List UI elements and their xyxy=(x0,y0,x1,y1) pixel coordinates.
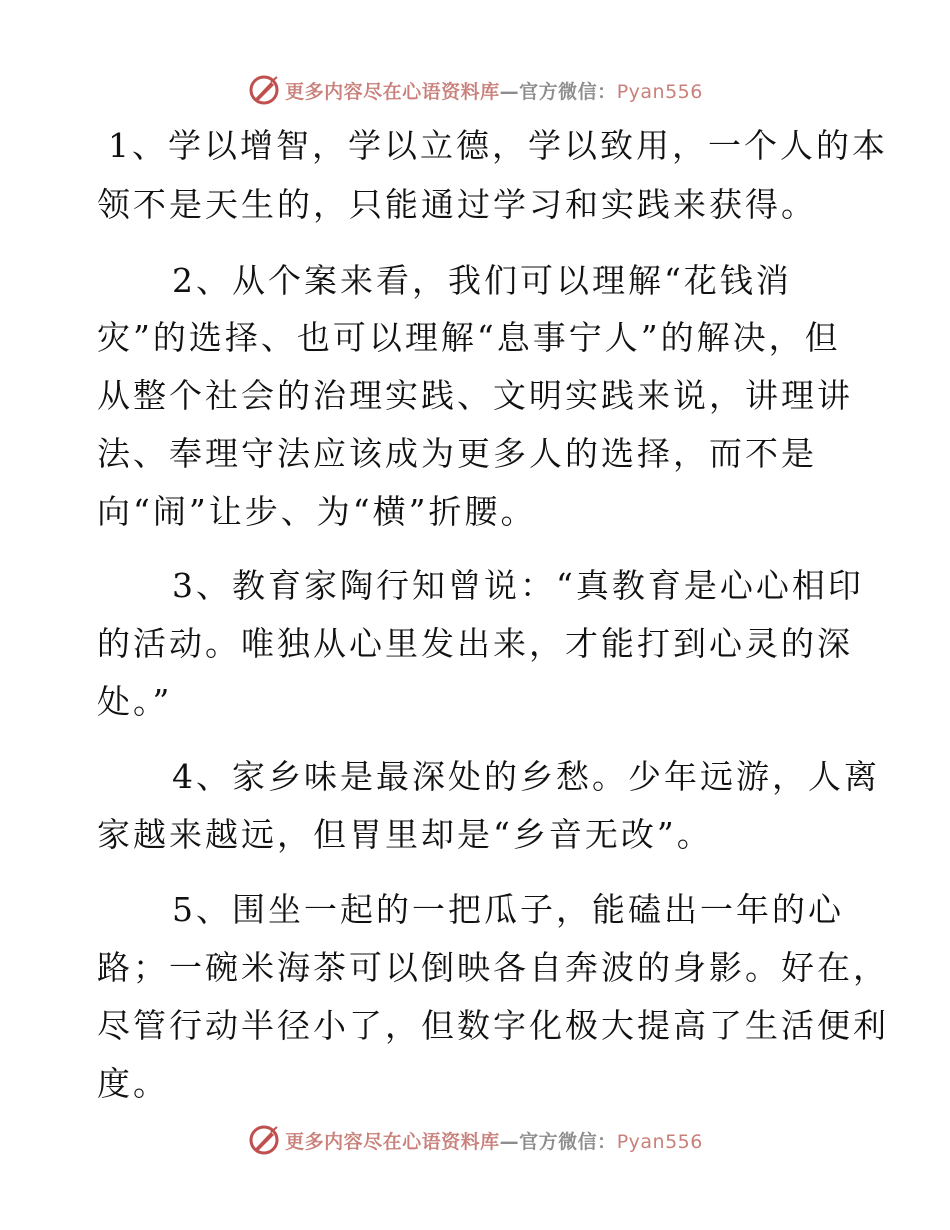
footer-dash: — xyxy=(499,1130,520,1153)
paragraph-5-line-1: 5、围坐一起的一把瓜子，能磕出一年的心 xyxy=(172,890,844,929)
paragraph-2-line-4: 法、奉理守法应该成为更多人的选择，而不是 xyxy=(97,434,817,473)
paragraph-2-line-2: 灾”的选择、也可以理解“息事宁人”的解决，但 xyxy=(97,318,841,357)
banner-text xyxy=(285,77,703,104)
footer-banner-text xyxy=(285,1127,703,1154)
paragraph-5-line-4: 度。 xyxy=(97,1064,169,1103)
paragraph-3-line-1: 3、教育家陶行知曾说：“真教育是心心相印 xyxy=(172,566,864,605)
paragraph-3-line-3: 处。” xyxy=(97,682,173,721)
paragraph-4-line-1: 4、家乡味是最深处的乡愁。少年远游，人离 xyxy=(172,757,880,796)
paragraph-2-line-1: 2、从个案来看，我们可以理解“花钱消 xyxy=(172,261,792,300)
paragraph-4-line-2: 家越来越远，但胃里却是“乡音无改”。 xyxy=(97,815,713,854)
footer-banner xyxy=(0,1120,950,1160)
quill-logo-icon xyxy=(247,73,281,107)
header-banner xyxy=(0,70,950,110)
paragraph-5-line-3: 尽管行动半径小了，但数字化极大提高了生活便利 xyxy=(97,1006,889,1045)
quill-logo-icon xyxy=(247,1123,281,1157)
paragraph-5-line-2: 路；一碗米海茶可以倒映各自奔波的身影。好在， xyxy=(97,948,889,987)
banner-site-text: 更多内容尽在心语资料库 xyxy=(285,80,500,103)
paragraph-2-line-5: 向“闹”让步、为“横”折腰。 xyxy=(97,492,537,531)
paragraph-3-line-2: 的活动。唯独从心里发出来，才能打到心灵的深 xyxy=(97,624,853,663)
footer-wechat-id: Pyan556 xyxy=(616,1130,703,1153)
paragraph-1-line-1: 1、学以增智，学以立德，学以致用，一个人的本 xyxy=(108,126,888,165)
banner-dash: — xyxy=(499,80,520,103)
footer-wechat-label: 官方微信： xyxy=(519,1130,617,1153)
footer-site-text: 更多内容尽在心语资料库 xyxy=(285,1130,500,1153)
banner-wechat-label: 官方微信： xyxy=(519,80,617,103)
banner-wechat-id: Pyan556 xyxy=(616,80,703,103)
paragraph-2-line-3: 从整个社会的治理实践、文明实践来说，讲理讲 xyxy=(97,376,853,415)
paragraph-1-line-2: 领不是天生的，只能通过学习和实践来获得。 xyxy=(97,185,817,224)
